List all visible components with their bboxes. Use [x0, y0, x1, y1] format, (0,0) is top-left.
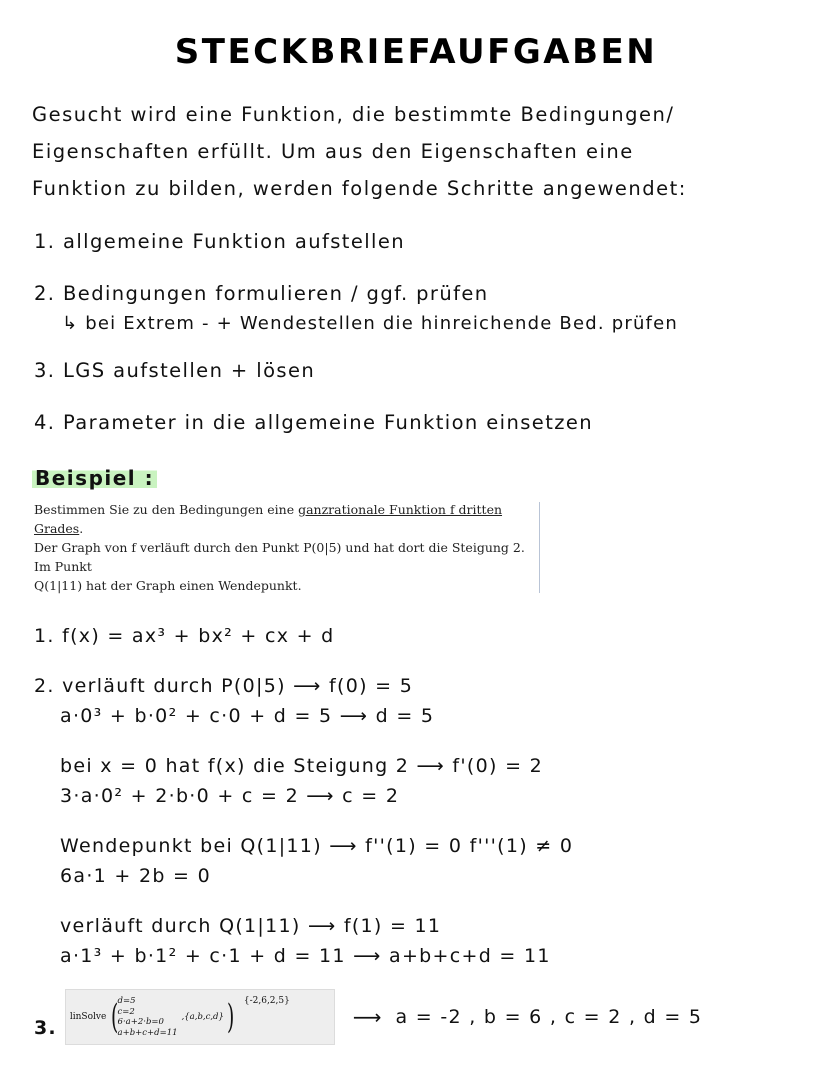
solution-step-3-label: 3.	[34, 1017, 57, 1039]
solution-block-2	[34, 751, 804, 811]
cas-screenshot	[65, 989, 335, 1045]
solution-block-4	[34, 911, 804, 971]
cas-left-brace: (	[111, 997, 119, 1037]
cas-command: linSolve	[69, 1012, 107, 1022]
step-4	[34, 408, 804, 438]
step-1	[34, 227, 804, 257]
step-4-text: Parameter in die allgemeine Funktion einsetzen	[63, 411, 594, 434]
step-1-text: allgemeine Funktion aufstellen	[63, 230, 406, 253]
solution-block-2-line-b: 3·a·0² + 2·b·0 + c = 2 ⟶ c = 2	[60, 785, 400, 807]
task-line-1-underlined: ganzrationale Funktion f dritten Grades	[34, 502, 503, 536]
cas-equation-list	[118, 996, 178, 1038]
final-answer: a = -2 , b = 6 , c = 2 , d = 5	[395, 1006, 703, 1028]
solution-block-2-line-a: bei x = 0 hat f(x) die Steigung 2 ⟶ f'(0) = 2	[60, 755, 544, 777]
example-heading: Beispiel :	[32, 466, 157, 490]
solution-block-1-line-a: verläuft durch P(0|5) ⟶ f(0) = 5	[62, 675, 414, 697]
solution-step-1-text: f(x) = ax³ + bx² + cx + d	[62, 625, 335, 647]
cas-equation: c=2	[117, 1006, 135, 1017]
step-1-number: 1.	[34, 230, 56, 253]
result-arrow: ⟶	[352, 1005, 382, 1029]
step-4-number: 4.	[34, 411, 56, 434]
step-3-text: LGS aufstellen + lösen	[63, 359, 316, 382]
solution-block-3-line-b: 6a·1 + 2b = 0	[60, 865, 211, 887]
intro-line-2: Eigenschaften erfüllt. Um aus den Eigenschaften eine	[32, 140, 634, 163]
step-3	[34, 356, 804, 386]
task-line-1-post: .	[79, 521, 84, 536]
solution-block-3	[34, 831, 804, 891]
cas-equation: a+b+c+d=11	[117, 1027, 178, 1038]
cas-result: {-2,6,2,5}	[243, 996, 290, 1006]
task-line-2: Der Graph von f verläuft durch den Punkt P(0|5) und hat dort die Steigung 2. Im Punkt	[34, 540, 525, 574]
solution-step-1-label: 1.	[34, 625, 55, 647]
intro-line-1: Gesucht wird eine Funktion, die bestimmte Bedingungen/	[32, 103, 675, 126]
solution-step-1	[34, 621, 804, 651]
solution-block-1-line-b: a·0³ + b·0² + c·0 + d = 5 ⟶ d = 5	[60, 705, 435, 727]
solution-step-2-label: 2.	[34, 675, 55, 697]
page-title: STECKBRIEFAUFGABEN	[174, 32, 658, 72]
cas-right-brace: )	[226, 997, 235, 1037]
solution-block-4-line-a: verläuft durch Q(1|11) ⟶ f(1) = 11	[60, 915, 442, 937]
task-line-3: Q(1|11) hat der Graph einen Wendepunkt.	[34, 578, 302, 593]
step-2-substep: ↳ bei Extrem - + Wendestellen die hinreichende Bed. prüfen	[62, 313, 678, 334]
step-2-text: Bedingungen formulieren / ggf. prüfen	[63, 282, 489, 305]
solution-step-2-first-line	[34, 671, 804, 701]
task-statement	[34, 500, 534, 595]
intro-line-3: Funktion zu bilden, werden folgende Schritte angewendet:	[32, 177, 687, 200]
solution-block-4-line-b: a·1³ + b·1² + c·1 + d = 11 ⟶ a+b+c+d = 11	[60, 945, 551, 967]
step-3-number: 3.	[34, 359, 56, 382]
cas-equation: d=5	[117, 996, 136, 1006]
step-2-number: 2.	[34, 282, 56, 305]
cas-variables: ,{a,b,c,d}	[181, 1012, 224, 1022]
task-line-1	[34, 500, 534, 538]
task-line-1-pre: Bestimmen Sie zu den Bedingungen eine	[34, 502, 299, 517]
solution-step-3	[34, 989, 804, 1045]
solution-block-3-line-a: Wendepunkt bei Q(1|11) ⟶ f''(1) = 0 f'''(1) ≠ 0	[60, 835, 574, 857]
step-2	[34, 279, 804, 309]
cas-equation: 6·a+2·b=0	[117, 1017, 164, 1027]
solution-step-2	[34, 671, 804, 731]
task-vertical-rule	[539, 502, 540, 593]
